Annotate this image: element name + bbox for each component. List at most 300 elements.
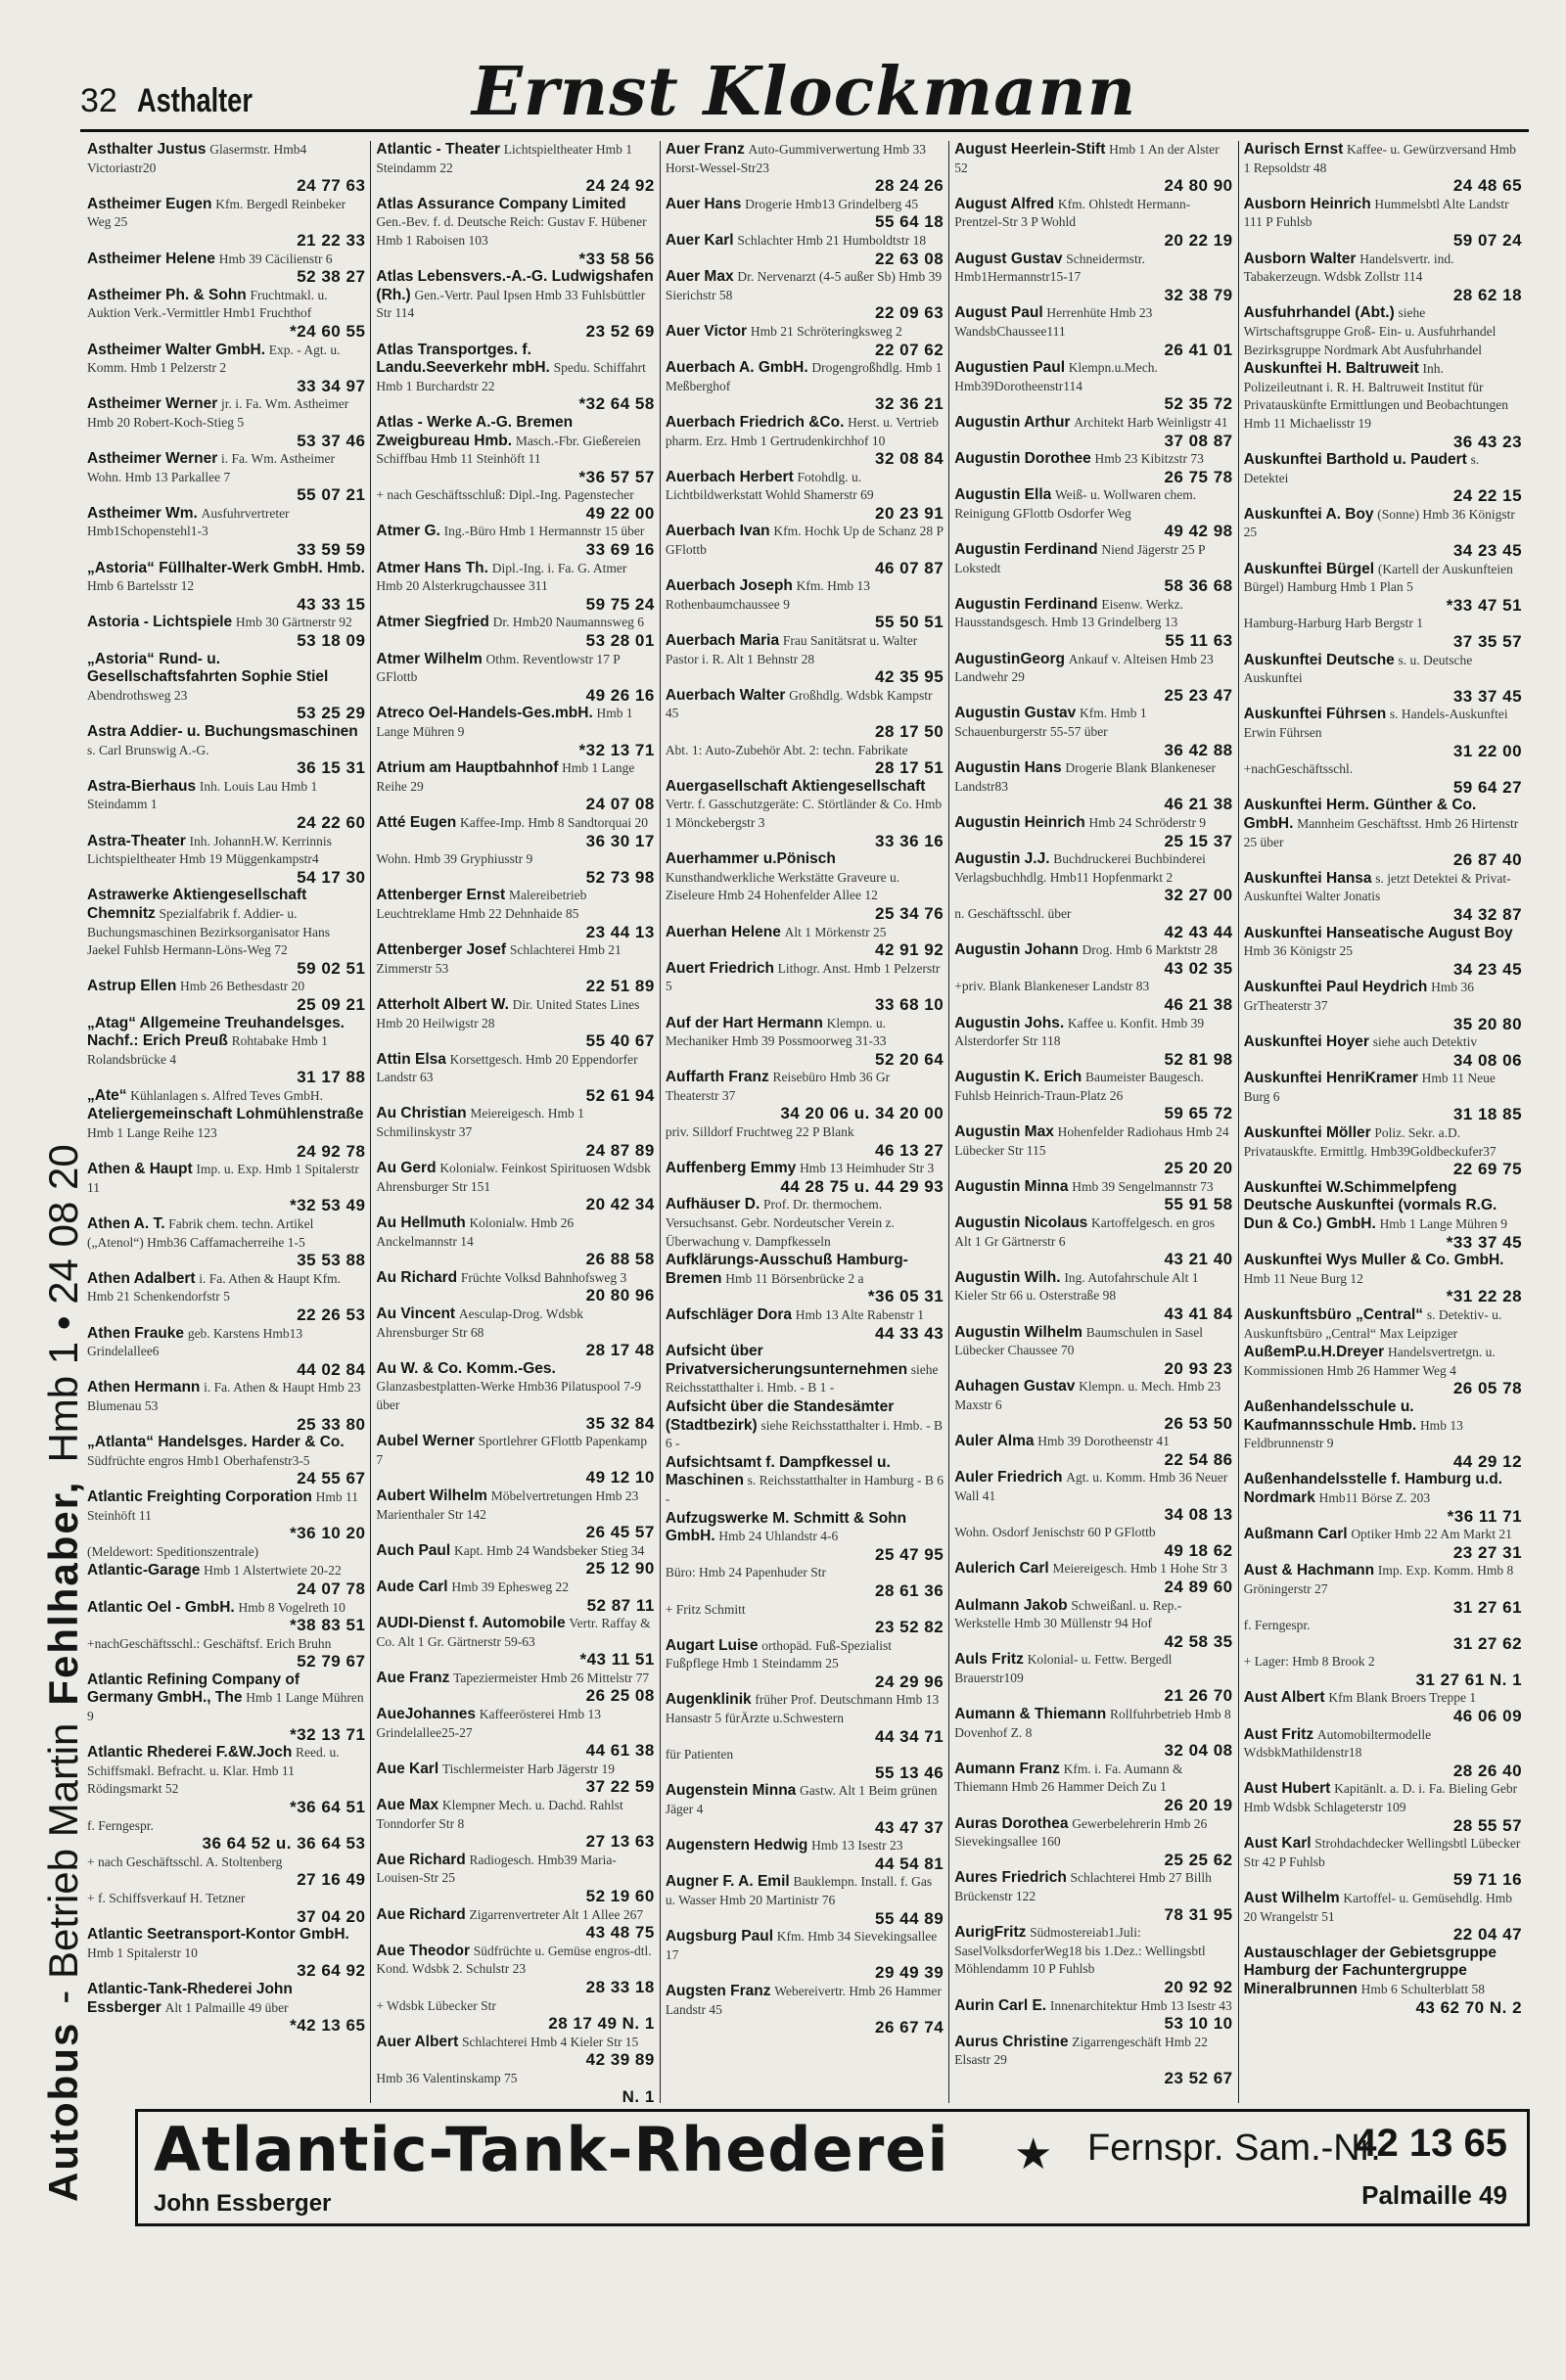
directory-entry bbox=[954, 251, 1232, 304]
entry-description: s. Detektiv- u. Auskunftsbüro „Central“ Max Leipziger bbox=[1243, 1307, 1502, 1341]
directory-entry bbox=[666, 687, 944, 741]
entry-description: +priv. Blank Blankeneser Landstr 83 bbox=[954, 979, 1150, 994]
entry-name: AugustinGeorg bbox=[954, 650, 1066, 667]
directory-entry bbox=[666, 523, 944, 576]
directory-entry bbox=[87, 1379, 365, 1433]
entry-name: Ausborn Heinrich bbox=[1243, 195, 1371, 212]
entry-description: Klempn.u.Mech. Hmb39Dorotheenstr114 bbox=[954, 360, 1158, 393]
entry-phone-number: 23 52 82 bbox=[875, 1618, 944, 1637]
entry-name: Auerbach Walter bbox=[665, 686, 786, 704]
entry-description: s. Reichsstatthalter in Hamburg - B 6 - bbox=[665, 1473, 944, 1506]
entry-description: Hmb 11 Neue Burg 12 bbox=[1243, 1270, 1363, 1286]
directory-entry bbox=[87, 1926, 365, 1980]
entry-description: Hmb 13 Alte Rabenstr 1 bbox=[795, 1307, 925, 1322]
directory-entry bbox=[1244, 1653, 1522, 1688]
directory-entry bbox=[954, 414, 1232, 449]
entry-name: Auerhan Helene bbox=[665, 923, 781, 940]
directory-entry bbox=[666, 359, 944, 413]
directory-entry bbox=[954, 141, 1232, 195]
entry-description: s. Detektei bbox=[1243, 452, 1480, 485]
entry-description: siehe Reichsstatthalter i. Hmb. - B 6 - bbox=[665, 1417, 944, 1451]
directory-entry bbox=[376, 705, 654, 758]
entry-name: Astra-Theater bbox=[87, 832, 186, 849]
entry-name: AUDI-Dienst f. Automobile bbox=[376, 1615, 566, 1632]
entry-description: Exp. - Agt. u. Komm. Hmb 1 Pelzerstr 2 bbox=[87, 342, 341, 376]
directory-entry bbox=[666, 1069, 944, 1122]
directory-columns bbox=[82, 141, 1527, 2103]
entry-description: Hmb 13 Heimhuder Str 3 bbox=[800, 1161, 935, 1176]
entry-phone-number: 59 65 72 bbox=[1164, 1104, 1233, 1123]
entry-name: Augustin Wilh. bbox=[954, 1268, 1061, 1286]
entry-name: Astheimer Walter GmbH. bbox=[87, 341, 266, 358]
entry-description: Schlachter Hmb 21 Humboldtstr 18 bbox=[737, 232, 927, 248]
entry-description: Eisenw. Werkz. Hausstandsgesch. Hmb 13 Grindelberg 13 bbox=[954, 596, 1183, 630]
entry-description: Kfm. Hmb 1 Schauenburgerstr 55-57 über bbox=[954, 706, 1147, 739]
entry-phone-number: 46 21 38 bbox=[1164, 795, 1233, 814]
entry-description: Gewerbelehrerin Hmb 26 Sievekingsallee 160 bbox=[954, 1815, 1208, 1850]
entry-phone-number: 24 07 08 bbox=[585, 795, 655, 814]
directory-entry bbox=[376, 414, 654, 485]
directory-entry bbox=[1244, 979, 1522, 1032]
directory-entry bbox=[87, 395, 365, 449]
page-header bbox=[80, 53, 1529, 139]
entry-name: Aue Franz bbox=[376, 1669, 450, 1686]
entry-name: Auskunftei Hansa bbox=[1243, 869, 1372, 887]
directory-entry bbox=[1244, 1617, 1522, 1652]
entry-description: Hmb 24 Uhlandstr 4-6 bbox=[718, 1529, 839, 1544]
entry-description: Gastw. Alt 1 Beim grünen Jäger 4 bbox=[665, 1783, 938, 1817]
entry-name: Auer Victor bbox=[665, 322, 748, 340]
entry-name: Aust Wilhelm bbox=[1243, 1890, 1340, 1906]
entry-phone-number: 52 79 67 bbox=[297, 1652, 366, 1671]
entry-phone-number: 23 52 67 bbox=[1164, 2068, 1233, 2087]
entry-description: Fruchtmakl. u. Auktion Verk.-Vermittler Hmb1 Fruchthof bbox=[87, 287, 328, 321]
entry-phone-number: 31 17 88 bbox=[297, 1068, 366, 1087]
entry-name: Außmann Carl bbox=[1243, 1526, 1348, 1543]
entry-name: Ausborn Walter bbox=[1243, 250, 1357, 267]
entry-phone-number: *36 05 31 bbox=[867, 1287, 944, 1306]
directory-entry bbox=[954, 651, 1232, 705]
entry-description: Ausfuhrvertreter Hmb1Schopenstehl1-3 bbox=[87, 505, 290, 539]
directory-entry bbox=[376, 887, 654, 940]
entry-name: Aufzugswerke M. Schmitt & Sohn GmbH. bbox=[665, 1509, 907, 1545]
entry-description: Kfm. Hmb 34 Sievekingsallee 17 bbox=[665, 1929, 938, 1962]
entry-phone-number: 26 75 78 bbox=[1164, 467, 1233, 486]
entry-phone-number: 26 05 78 bbox=[1452, 1379, 1523, 1398]
entry-name: AurigFritz bbox=[954, 1924, 1027, 1942]
entry-description: Kfm. Hmb 13 Rothenbaumchaussee 9 bbox=[665, 578, 870, 612]
entry-description: + Fritz Schmitt bbox=[665, 1601, 746, 1617]
entry-phone-number: 55 44 89 bbox=[875, 1908, 944, 1928]
directory-entry bbox=[376, 614, 654, 649]
directory-entry bbox=[376, 1542, 654, 1578]
entry-description: Abt. 1: Auto-Zubehör Abt. 2: techn. Fabrikate bbox=[665, 742, 908, 757]
entry-phone-number: 44 02 84 bbox=[297, 1359, 366, 1379]
header-advert-script: Ernst Klockmann bbox=[472, 53, 1137, 131]
entry-phone-number: *36 57 57 bbox=[578, 467, 655, 486]
entry-phone-number: 22 09 63 bbox=[875, 303, 944, 323]
entry-description: Mannheim Geschäftsst. Hmb 26 Hirtenstr 25 über bbox=[1243, 815, 1519, 849]
directory-entry bbox=[376, 759, 654, 813]
entry-name: Auer Max bbox=[665, 268, 734, 286]
entry-description: Spedu. Schiffahrt Hmb 1 Burchardstr 22 bbox=[376, 360, 646, 393]
entry-description: Weiß- u. Wollwaren chem. Reinigung GFlottb Osdorfer Weg bbox=[954, 487, 1197, 521]
entry-description: Dir. United States Lines Hmb 20 Heilwigstr 28 bbox=[376, 996, 640, 1030]
directory-entry bbox=[666, 414, 944, 468]
entry-phone-number: 49 26 16 bbox=[585, 685, 655, 705]
entry-description: Korsettgesch. Hmb 20 Eppendorfer Landstr 63 bbox=[376, 1051, 638, 1085]
entry-phone-number: 55 50 51 bbox=[875, 613, 944, 632]
entry-description: Kapt. Hmb 24 Wandsbeker Stieg 34 bbox=[453, 1542, 645, 1558]
directory-entry bbox=[1244, 1689, 1522, 1724]
entry-description: Hmb 11 Neue Burg 6 bbox=[1243, 1071, 1496, 1104]
entry-phone-number: 52 19 60 bbox=[585, 1887, 655, 1905]
entry-name: Asthalter Justus bbox=[87, 141, 207, 158]
entry-description: Hmb 1 Lange Mühren 9 bbox=[376, 706, 633, 739]
directory-entry bbox=[1244, 1780, 1522, 1834]
entry-name: Aue Theodor bbox=[376, 1942, 470, 1959]
entry-name: „Astoria“ Rund- u. Gesellschaftsfahrten Sophie Stiel bbox=[87, 650, 329, 686]
entry-name: Aubel Werner bbox=[376, 1433, 475, 1450]
entry-phone-number: 26 88 58 bbox=[585, 1250, 655, 1269]
entry-description: Kaffeerösterei Hmb 13 Grindelallee25-27 bbox=[376, 1707, 601, 1740]
entry-phone-number: 24 07 78 bbox=[297, 1579, 366, 1598]
side-advert-phone: Hmb 1 • 24 08 20 bbox=[40, 1144, 86, 1463]
entry-phone-number: 24 77 63 bbox=[297, 176, 366, 196]
entry-phone-number: 31 27 62 bbox=[1452, 1633, 1523, 1653]
entry-description: Großhdlg. Wdsbk Kampstr 45 bbox=[665, 687, 933, 721]
entry-name: Aufhäuser D. bbox=[665, 1196, 760, 1213]
entry-name: Aue Max bbox=[376, 1797, 439, 1814]
directory-entry bbox=[666, 268, 944, 322]
directory-entry bbox=[1244, 1890, 1522, 1944]
entry-description: Inh. JohannH.W. Kerrinnis Lichtspieltheater Hmb 19 Müggenkampstr4 bbox=[87, 833, 332, 867]
entry-name: Atrium am Hauptbahnhof bbox=[376, 759, 559, 777]
entry-phone-number: 36 43 23 bbox=[1452, 432, 1523, 451]
directory-entry bbox=[87, 651, 365, 722]
directory-entry bbox=[376, 1488, 654, 1541]
entry-phone-number: 43 48 75 bbox=[585, 1923, 655, 1943]
entry-phone-number: 32 04 08 bbox=[1164, 1741, 1233, 1761]
directory-entry bbox=[666, 1837, 944, 1872]
entry-phone-number: 27 13 63 bbox=[585, 1832, 655, 1852]
entry-name: Auler Alma bbox=[954, 1433, 1035, 1450]
entry-name: Auskunftei Bürgel bbox=[1243, 560, 1375, 577]
entry-phone-number: *42 13 65 bbox=[290, 2016, 366, 2036]
directory-entry bbox=[87, 1635, 365, 1671]
entry-name: Aufklärungs-Ausschuß Hamburg-Bremen bbox=[665, 1252, 908, 1287]
entry-name: Astheimer Ph. & Sohn bbox=[87, 286, 247, 303]
entry-phone-number: 59 07 24 bbox=[1452, 230, 1523, 250]
directory-entry bbox=[376, 1360, 654, 1432]
directory-entry bbox=[87, 450, 365, 504]
entry-description: Hamburg-Harburg Harb Bergstr 1 bbox=[1243, 616, 1423, 631]
directory-entry bbox=[87, 1106, 365, 1160]
entry-phone-number: *36 11 71 bbox=[1447, 1506, 1523, 1526]
entry-description: Möbelvertretungen Hmb 23 Marienthaler Str 142 bbox=[376, 1488, 639, 1522]
directory-entry bbox=[376, 141, 654, 195]
directory-entry bbox=[954, 1214, 1232, 1268]
entry-description: Handelsvertretgn. u. Kommissionen Hmb 26 Hammer Weg 4 bbox=[1243, 1345, 1496, 1378]
entry-description: Masch.-Fbr. Gießereien Schiffbau Hmb 11 Steinhöft 11 bbox=[376, 433, 641, 467]
directory-entry bbox=[87, 778, 365, 832]
entry-description: Kfm. Ohlstedt Hermann-Prentzel-Str 3 P Wohld bbox=[954, 196, 1191, 230]
entry-name: Augustin Gustav bbox=[954, 705, 1077, 722]
entry-name: Atmer Hans Th. bbox=[376, 559, 488, 576]
entry-phone-number: 46 21 38 bbox=[1164, 994, 1233, 1014]
directory-entry bbox=[1244, 1398, 1522, 1470]
entry-name: Auskunftei W.Schimmelpfeng Deutsche Auskunftei (vormals R.G. Dun & Co.) GmbH. bbox=[1243, 1178, 1497, 1233]
entry-phone-number: 27 16 49 bbox=[297, 1870, 366, 1890]
entry-description: Imp. u. Exp. Hmb 1 Spitalerstr 11 bbox=[87, 1162, 359, 1195]
entry-description: Hmb 8 Vogelreth 10 bbox=[238, 1599, 345, 1615]
entry-description: Schlachterei Hmb 4 Kieler Str 15 bbox=[461, 2034, 639, 2049]
entry-name: Athen & Haupt bbox=[87, 1161, 193, 1178]
entry-name: Augustin Hans bbox=[954, 759, 1062, 777]
entry-phone-number: 24 87 89 bbox=[585, 1140, 655, 1160]
entry-phone-number: 31 27 61 N. 1 bbox=[1415, 1670, 1523, 1689]
entry-description: Kolonialw. Feinkost Spirituosen Wdsbk Ahrensburger Str 151 bbox=[376, 1161, 651, 1194]
entry-name: Auerbach Herbert bbox=[665, 468, 794, 485]
entry-phone-number: *33 37 45 bbox=[1446, 1232, 1523, 1252]
entry-description: Zigarrengeschäft Hmb 22 Elsastr 29 bbox=[954, 2034, 1208, 2068]
entry-description: Imp. Exp. Komm. Hmb 8 Gröningerstr 27 bbox=[1243, 1563, 1514, 1596]
entry-phone-number: 34 20 06 u. 34 20 00 bbox=[780, 1104, 944, 1123]
directory-entry bbox=[87, 251, 365, 286]
entry-phone-number: *32 64 58 bbox=[578, 394, 655, 414]
entry-name: Auerbach Ivan bbox=[665, 523, 770, 540]
entry-description: Ing.-Büro Hmb 1 Hermannstr 15 über bbox=[443, 524, 645, 539]
directory-entry bbox=[666, 778, 944, 849]
entry-description: siehe Wirtschaftsgruppe Groß- Ein- u. Ausfuhrhandel Bezirksgruppe Nordmark Abt Ausfuhrhandel bbox=[1243, 305, 1497, 357]
entry-description: Kfm Blank Broers Treppe 1 bbox=[1328, 1690, 1477, 1706]
directory-entry bbox=[87, 1325, 365, 1379]
entry-name: Augustin Johann bbox=[954, 941, 1079, 959]
entry-description: Tapeziermeister Hmb 26 Mittelstr 77 bbox=[453, 1670, 650, 1685]
side-advert-brand: Autobus bbox=[40, 2021, 86, 2202]
entry-description: Gen.-Bev. f. d. Deutsche Reich: Gustav F. Hübener Hmb 1 Raboisen 103 bbox=[376, 214, 647, 248]
entry-phone-number: 55 91 58 bbox=[1164, 1195, 1233, 1214]
directory-entry bbox=[954, 850, 1232, 904]
directory-entry bbox=[954, 541, 1232, 595]
directory-entry bbox=[954, 1378, 1232, 1432]
directory-entry bbox=[87, 1543, 365, 1562]
entry-name: Atmer Siegfried bbox=[376, 614, 489, 631]
entry-phone-number: 43 47 37 bbox=[875, 1817, 944, 1837]
entry-name: Auskunftei Deutsche bbox=[1243, 651, 1395, 668]
directory-entry bbox=[666, 141, 944, 195]
entry-name: Augustin K. Erich bbox=[954, 1069, 1082, 1086]
entry-description: Baumschulen in Sasel Lübecker Chaussee 70 bbox=[954, 1324, 1203, 1358]
entry-name: Auer Franz bbox=[665, 141, 745, 158]
directory-entry bbox=[87, 614, 365, 649]
entry-description: Hmb 36 GrTheaterstr 37 bbox=[1243, 980, 1475, 1013]
entry-name: Augustien Paul bbox=[954, 359, 1066, 377]
entry-phone-number: 53 37 46 bbox=[297, 431, 366, 450]
entry-name: Atlantic-Tank-Rhederei John Essberger bbox=[87, 1980, 293, 2016]
entry-name: Augustin Minna bbox=[954, 1177, 1069, 1195]
entry-name: Athen Frauke bbox=[87, 1324, 185, 1342]
entry-name: Auskunftei HenriKramer bbox=[1243, 1070, 1418, 1087]
entry-description: Rohtabake Hmb 1 Rolandsbrücke 4 bbox=[87, 1033, 328, 1067]
entry-description: Hmb 6 Bartelsstr 12 bbox=[87, 578, 195, 594]
entry-phone-number: 53 18 09 bbox=[297, 631, 366, 651]
directory-entry bbox=[666, 1873, 944, 1927]
entry-phone-number: 26 20 19 bbox=[1164, 1796, 1233, 1815]
entry-phone-number: 43 33 15 bbox=[297, 594, 366, 614]
directory-entry bbox=[954, 450, 1232, 485]
entry-phone-number: *32 53 49 bbox=[290, 1196, 366, 1215]
entry-phone-number: 36 42 88 bbox=[1164, 740, 1233, 759]
entry-phone-number: 52 61 94 bbox=[585, 1085, 655, 1105]
entry-description: Strohdachdecker Wellingsbtl Lübecker Str 42 P Fuhlsb bbox=[1243, 1836, 1521, 1869]
directory-entry bbox=[954, 1761, 1232, 1814]
entry-phone-number: *31 22 28 bbox=[1446, 1287, 1523, 1306]
entry-phone-number: *32 13 71 bbox=[290, 1724, 366, 1744]
entry-description: Handelsvertr. ind. Tabakerzeugn. Wdsbk Zollstr 114 bbox=[1243, 251, 1454, 285]
directory-entry bbox=[954, 486, 1232, 540]
entry-phone-number: 49 42 98 bbox=[1164, 522, 1233, 541]
entry-name: Augenstein Minna bbox=[665, 1782, 797, 1800]
entry-description: Hmb 36 Königstr 25 bbox=[1243, 943, 1353, 959]
directory-entry bbox=[954, 1123, 1232, 1177]
directory-entry bbox=[87, 1215, 365, 1269]
entry-name: Augustin Johs. bbox=[954, 1014, 1065, 1031]
directory-entry bbox=[1244, 652, 1522, 706]
advert-address: Palmaille 49 bbox=[1361, 2180, 1507, 2210]
entry-phone-number: 20 80 96 bbox=[585, 1286, 655, 1305]
directory-entry bbox=[1244, 1945, 1522, 2016]
entry-name: August Gustav bbox=[954, 250, 1063, 267]
entry-description: Herrenhüte Hmb 23 WandsbChaussee111 bbox=[954, 305, 1153, 339]
entry-phone-number: 24 22 60 bbox=[297, 812, 366, 832]
entry-description: siehe auch Detektiv bbox=[1372, 1034, 1478, 1050]
entry-name: Augenstern Hedwig bbox=[665, 1837, 808, 1854]
directory-entry bbox=[954, 596, 1232, 650]
entry-description: Drogengroßhdlg. Hmb 1 Meßberghof bbox=[665, 360, 943, 393]
entry-phone-number: 42 39 89 bbox=[585, 2050, 655, 2070]
page-number: 32 bbox=[80, 82, 117, 119]
column-1 bbox=[82, 141, 371, 2103]
entry-name: Außenhandelsstelle f. Hamburg u.d. Nordmark bbox=[1243, 1471, 1503, 1506]
entry-phone-number: 55 07 21 bbox=[297, 485, 366, 505]
entry-description: (Meldewort: Speditionszentrale) bbox=[87, 1543, 259, 1559]
entry-description: Frau Sanitätsrat u. Walter Pastor i. R. Alt 1 Behnstr 28 bbox=[665, 633, 918, 666]
entry-description: früher Prof. Deutschmann Hmb 13 Hansastr 5 fürÄrzte u.Schwestern bbox=[665, 1692, 940, 1726]
entry-phone-number: 24 89 60 bbox=[1164, 1577, 1233, 1596]
entry-description: Meiereigesch. Hmb 1 Hohe Str 3 bbox=[1052, 1561, 1227, 1577]
entry-name: Aufsicht über Privatversicherungsunternehmen bbox=[665, 1343, 908, 1378]
entry-phone-number: 52 38 27 bbox=[297, 267, 366, 287]
entry-name: Astra Addier- u. Buchungsmaschinen bbox=[87, 723, 358, 740]
directory-entry bbox=[666, 196, 944, 231]
entry-description: f. Ferngespr. bbox=[1243, 1618, 1311, 1633]
directory-entry bbox=[666, 232, 944, 267]
entry-phone-number: 52 87 11 bbox=[586, 1595, 655, 1615]
entry-phone-number: 28 17 51 bbox=[875, 758, 944, 778]
entry-description: Hmb 1 Alstertwiete 20-22 bbox=[204, 1563, 342, 1579]
entry-name: Aust Fritz bbox=[1243, 1725, 1314, 1743]
entry-description: Webereivertr. Hmb 26 Hammer Landstr 45 bbox=[665, 1983, 942, 2017]
entry-description: (Kartell der Auskunfteien Bürgel) Hamburg Hmb 1 Plan 5 bbox=[1243, 561, 1513, 595]
directory-entry bbox=[87, 1087, 365, 1106]
entry-name: Astrawerke Aktiengesellschaft Chemnitz bbox=[87, 887, 307, 922]
side-advert-middle: - Betrieb Martin bbox=[40, 1722, 86, 2004]
directory-entry bbox=[376, 941, 654, 995]
entry-description: Südfrüchte u. Gemüse engros-dtl. Kond. Wdsbk 2. Schulstr 23 bbox=[376, 1943, 652, 1977]
entry-description: Innenarchitektur Hmb 13 Isestr 43 bbox=[1049, 1997, 1232, 2013]
directory-entry bbox=[87, 287, 365, 341]
entry-name: Aurisch Ernst bbox=[1243, 141, 1344, 158]
directory-entry bbox=[1244, 1471, 1522, 1525]
entry-description: Alt 1 Palmaille 49 über bbox=[164, 1999, 289, 2015]
entry-description: Hmb 1 Spitalerstr 10 bbox=[87, 1945, 198, 1960]
entry-name: Augsburg Paul bbox=[665, 1928, 774, 1945]
entry-description: Kaffee-Imp. Hmb 8 Sandtorquai 20 bbox=[459, 814, 649, 830]
entry-name: Auer Karl bbox=[665, 231, 734, 249]
entry-name: Auler Friedrich bbox=[954, 1469, 1063, 1487]
entry-description: Kfm. i. Fa. Aumann & Thiemann Hmb 26 Hammer Deich Zu 1 bbox=[954, 1761, 1183, 1795]
directory-entry bbox=[954, 1560, 1232, 1595]
directory-entry bbox=[376, 850, 654, 886]
entry-description: Schweißanl. u. Rep.-Werkstelle Hmb 30 Müllenstr 94 Hof bbox=[954, 1597, 1182, 1631]
entry-name: Astra-Bierhaus bbox=[87, 777, 197, 795]
directory-entry bbox=[954, 1324, 1232, 1378]
entry-name: August Paul bbox=[954, 304, 1043, 322]
entry-phone-number: 22 63 08 bbox=[875, 249, 944, 268]
entry-name: Au Richard bbox=[376, 1268, 458, 1286]
directory-entry bbox=[954, 759, 1232, 813]
entry-phone-number: 36 30 17 bbox=[585, 831, 655, 850]
directory-entry bbox=[376, 651, 654, 705]
directory-entry bbox=[1244, 870, 1522, 924]
entry-description: Drog. Hmb 6 Marktstr 28 bbox=[1082, 942, 1218, 958]
entry-phone-number: *36 64 51 bbox=[290, 1798, 366, 1817]
entry-name: Attenberger Ernst bbox=[376, 887, 506, 904]
entry-name: Aubert Wilhelm bbox=[376, 1487, 487, 1504]
entry-phone-number: 78 31 95 bbox=[1164, 1904, 1233, 1924]
directory-entry bbox=[954, 1069, 1232, 1122]
entry-name: Aumann Franz bbox=[954, 1760, 1060, 1777]
entry-phone-number: 33 37 45 bbox=[1452, 686, 1523, 706]
entry-description: Hmb 11 Börsenbrücke 2 a bbox=[725, 1270, 864, 1286]
entry-description: Ing. Autofahrschule Alt 1 Kieler Str 66 u. Osterstraße 98 bbox=[954, 1269, 1199, 1304]
directory-entry bbox=[87, 1599, 365, 1634]
entry-description: Ankauf v. Alteisen Hmb 23 Landwehr 29 bbox=[954, 651, 1214, 685]
entry-phone-number: 32 27 00 bbox=[1164, 886, 1233, 905]
entry-description: Hmb 39 Ephesweg 22 bbox=[451, 1579, 569, 1594]
entry-phone-number: 25 25 62 bbox=[1164, 1850, 1233, 1869]
entry-phone-number: 24 55 67 bbox=[297, 1469, 366, 1488]
directory-entry bbox=[376, 1433, 654, 1487]
directory-entry bbox=[666, 1637, 944, 1691]
entry-phone-number: 34 32 87 bbox=[1452, 904, 1523, 924]
entry-name: „Astoria“ Füllhalter-Werk GmbH. Hmb. bbox=[87, 559, 365, 576]
entry-phone-number: 44 54 81 bbox=[875, 1854, 944, 1873]
entry-description: Kapitänlt. a. D. i. Fa. Bieling Gebr Hmb Wdsbk Schlageterstr 109 bbox=[1243, 1781, 1518, 1815]
directory-entry bbox=[954, 1924, 1232, 1995]
entry-phone-number: 23 27 31 bbox=[1452, 1542, 1523, 1562]
entry-phone-number: 44 28 75 u. 44 29 93 bbox=[780, 1176, 944, 1196]
entry-phone-number: 31 18 85 bbox=[1452, 1105, 1523, 1124]
entry-phone-number: 24 22 15 bbox=[1452, 486, 1523, 506]
directory-entry bbox=[376, 1906, 654, 1942]
entry-name: Atlas Assurance Company Limited bbox=[376, 195, 626, 212]
directory-entry bbox=[87, 887, 365, 977]
entry-name: Au Gerd bbox=[376, 1160, 437, 1177]
side-advert bbox=[39, 98, 88, 2202]
entry-description: Radiogesch. Hmb39 Maria-Louisen-Str 25 bbox=[376, 1852, 617, 1886]
